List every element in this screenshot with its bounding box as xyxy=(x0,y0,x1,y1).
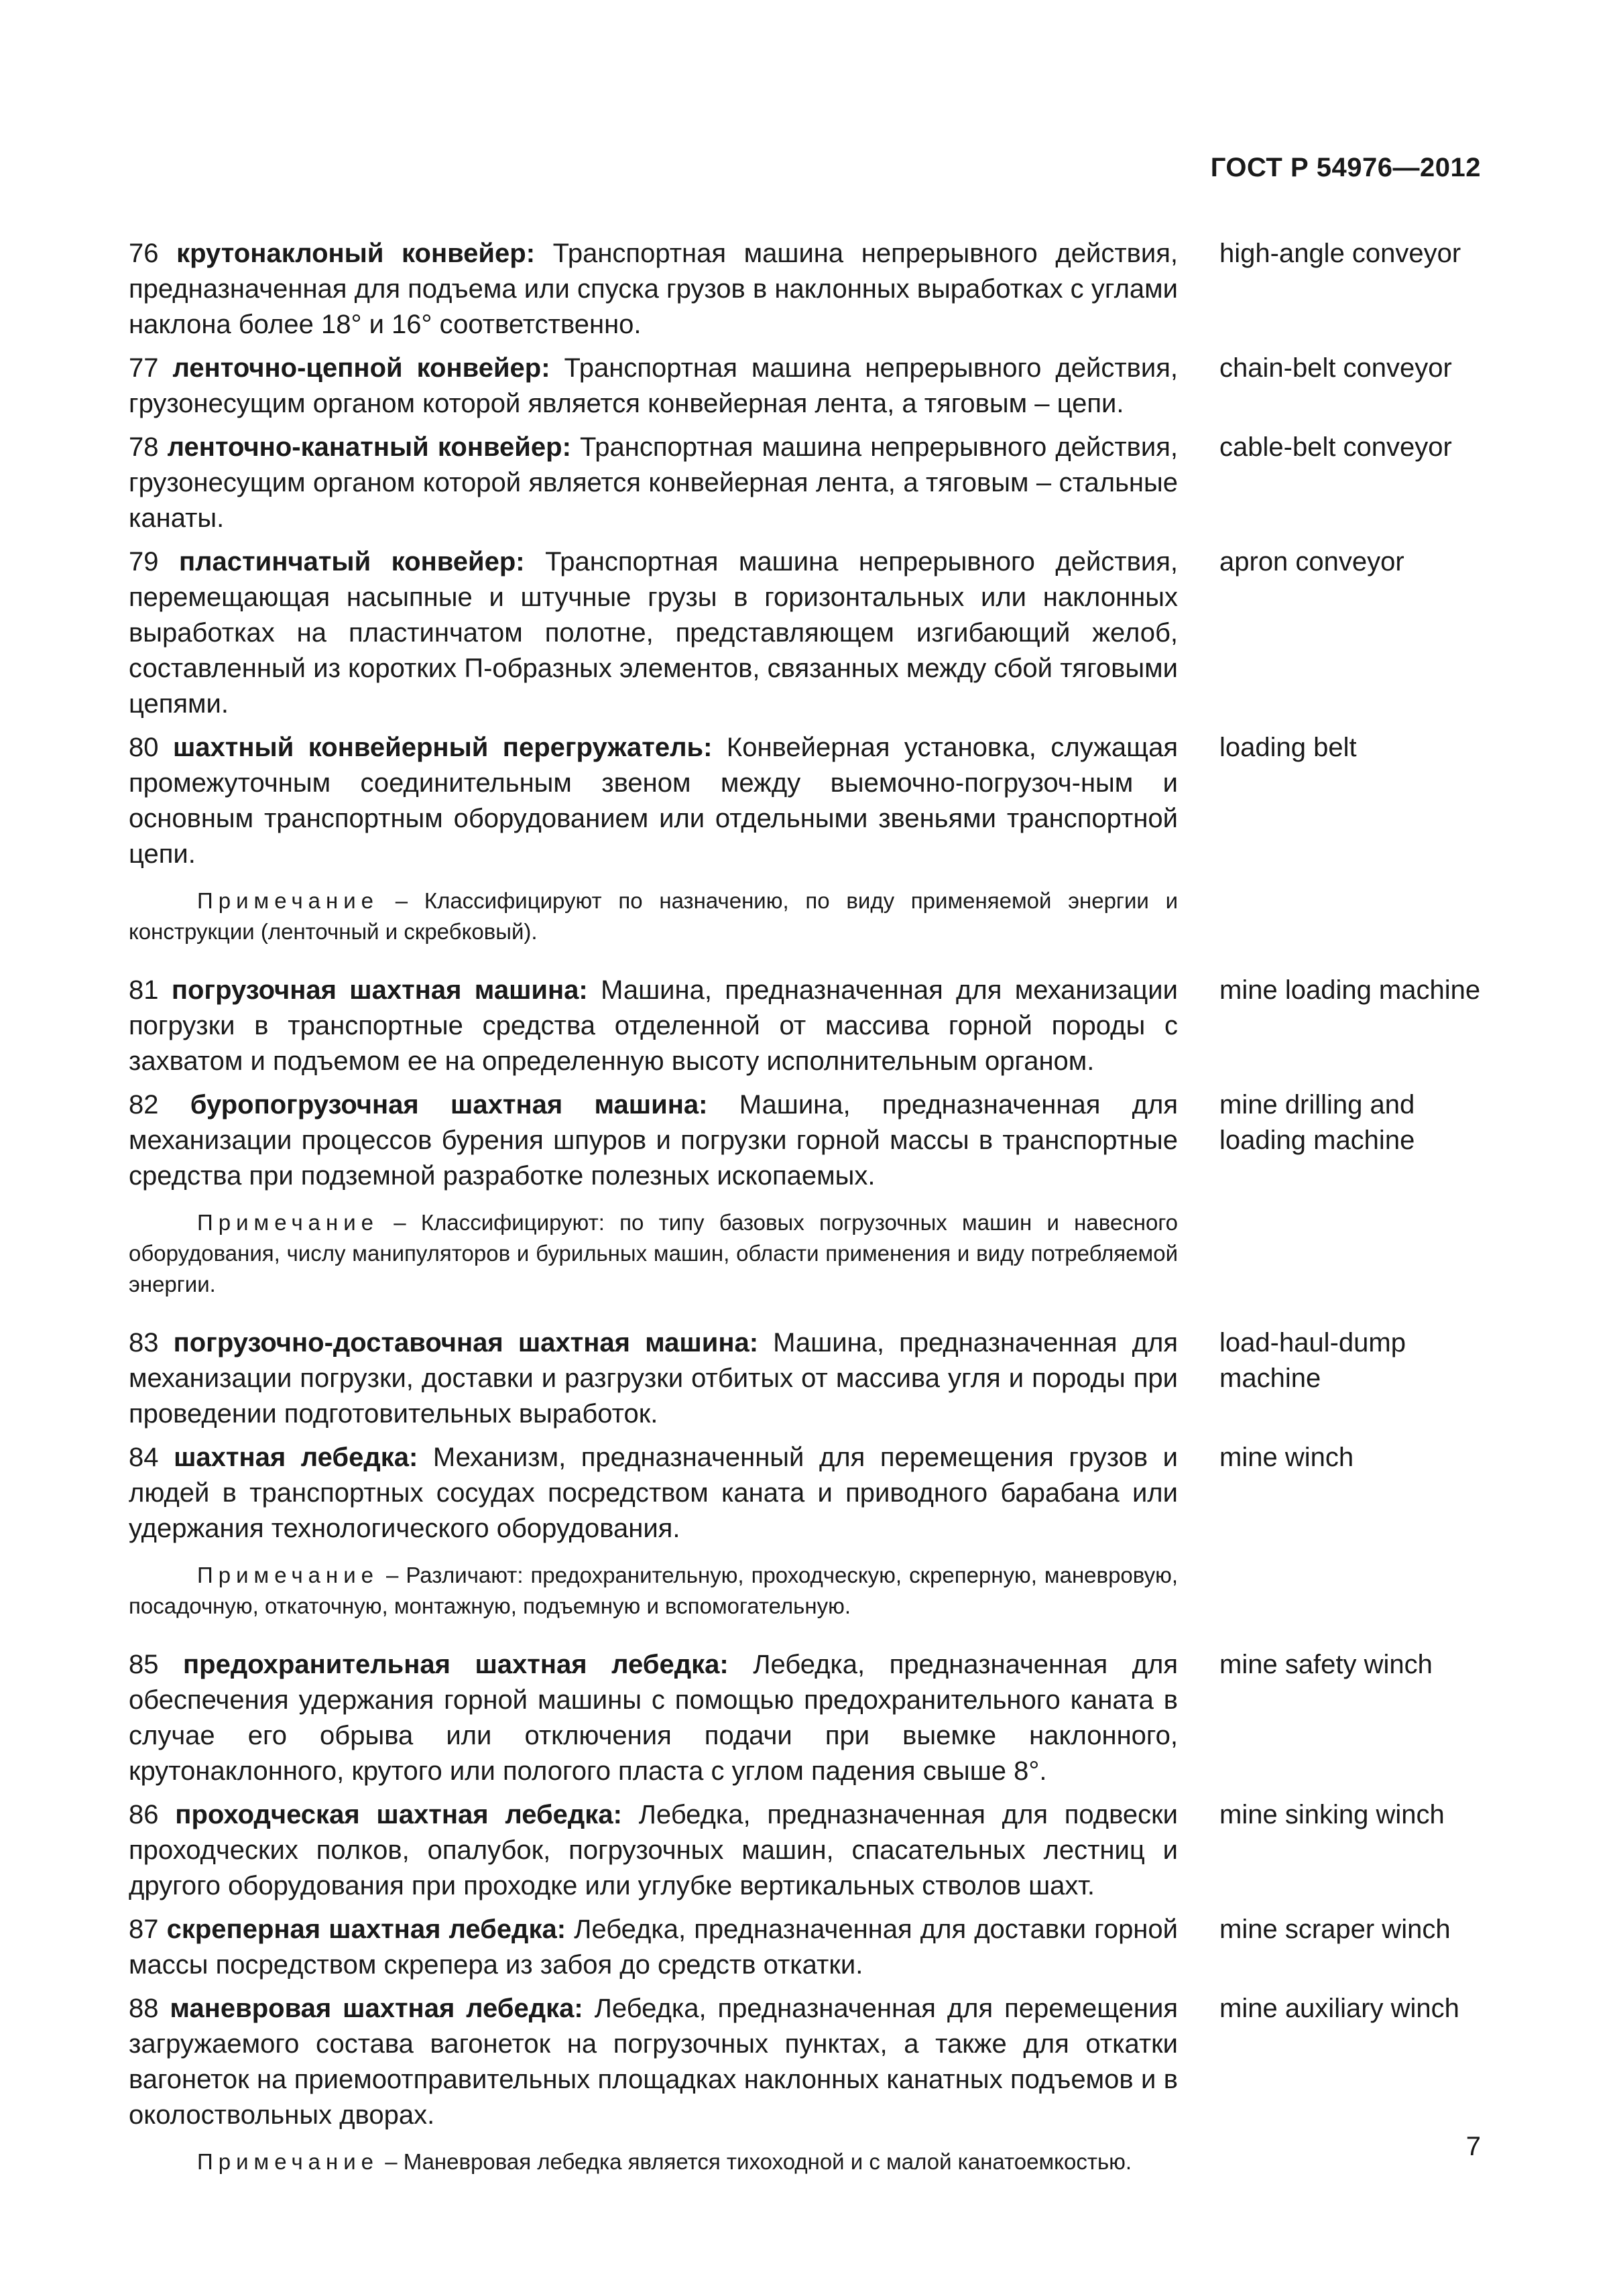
term-number: 82 xyxy=(129,1090,159,1120)
term-number: 87 xyxy=(129,1915,159,1944)
term-definition: Транспортная машина непрерывного действия, предназначенная для подъема или спуска грузов в наклонных выработках с углами наклона более 18° и 16° соответственно. xyxy=(129,239,1179,339)
term-name: пластинчатый конвейер: xyxy=(178,547,525,577)
english-equivalent: mine scraper winch xyxy=(1219,1915,1451,1944)
term-name: ленточно-канатный конвейер: xyxy=(167,432,571,462)
term-name: маневровая шахтная лебедка: xyxy=(170,1994,583,2023)
term-text xyxy=(129,1647,1178,1789)
note-text: – Различают: предохранительную, проходческую, скреперную, маневровую, посадочную, откаточную, монтажную, подъемную и вспомогательную. xyxy=(129,1563,1179,1618)
term-entry xyxy=(129,1991,1490,2141)
note-label: Примечание xyxy=(197,888,379,913)
term-definition: Транспортная машина непрерывного действия, грузонесущим органом которой является конвейерная лента, а тяговым – цепи. xyxy=(129,353,1178,418)
term-entry xyxy=(129,1325,1490,1440)
english-equivalent: loading belt xyxy=(1219,733,1357,762)
term-definition: Лебедка, предназначенная для подвески проходческих полков, опалубок, погрузочных машин, спасательных лестниц и другого оборудования при проходке или углубке вертикальных стволов шахт. xyxy=(129,1800,1178,1900)
english-equivalent: high-angle conveyor xyxy=(1219,239,1461,268)
term-entry xyxy=(129,1912,1490,1991)
note-label: Примечание xyxy=(197,1210,379,1235)
term-definition: Машина, предназначенная для механизации процессов бурения шпуров и погрузки горной массы в транспортные средства при подземной разработке полезных ископаемых. xyxy=(129,1090,1179,1191)
term-text xyxy=(129,1912,1178,1983)
term-definition: Транспортная машина непрерывного действия, грузонесущим органом которой является конвейерная лента, а тяговым – стальные канаты. xyxy=(129,432,1178,533)
note xyxy=(129,886,1178,947)
term-text xyxy=(129,544,1178,722)
term-text xyxy=(129,973,1178,1079)
term-entry xyxy=(129,430,1490,544)
term-entry xyxy=(129,1797,1490,1912)
term-definition: Машина, предназначенная для механизации погрузки, доставки и разгрузки отбитых от массива угля и породы при проведении подготовительных выработок. xyxy=(129,1328,1178,1429)
note xyxy=(129,1560,1178,1622)
term-number: 77 xyxy=(129,353,159,383)
term-name: проходческая шахтная лебедка: xyxy=(175,1800,622,1829)
term-name: крутонаклоный конвейер: xyxy=(176,239,536,268)
term-name: буропогрузочная шахтная машина: xyxy=(190,1090,708,1120)
term-text xyxy=(129,351,1178,422)
english-equivalent: mine auxiliary winch xyxy=(1219,1994,1459,2023)
term-number: 80 xyxy=(129,733,159,762)
english-equivalent: load-haul-dump machine xyxy=(1219,1328,1406,1393)
note-text: – Классифицируют: по типу базовых погрузочных машин и навесного оборудования, числу манипуляторов и бурильных машин, области применения и виду потребляемой энергии. xyxy=(129,1210,1178,1296)
term-name: скреперная шахтная лебедка: xyxy=(166,1915,566,1944)
term-entry xyxy=(129,973,1490,1087)
note xyxy=(129,2147,1178,2177)
term-name: шахтный конвейерный перегружатель: xyxy=(172,733,713,762)
note-text: – Маневровая лебедка является тихоходной и с малой канатоемкостью. xyxy=(385,2149,1132,2174)
term-name: погрузочная шахтная машина: xyxy=(171,975,588,1005)
term-text xyxy=(129,430,1178,536)
term-entry xyxy=(129,236,1490,351)
term-text xyxy=(129,730,1178,872)
term-definition: Транспортная машина непрерывного действия, перемещающая насыпные и штучные грузы в горизонтальных или наклонных выработках на пластинчатом полотне, представляющем изгибающий желоб, составленный из коротких П-образных элементов, связанных между сбой тяговыми цепями. xyxy=(129,547,1178,719)
english-equivalent: cable-belt conveyor xyxy=(1219,432,1452,462)
term-number: 85 xyxy=(129,1650,159,1679)
english-equivalent: apron conveyor xyxy=(1219,547,1404,577)
term-text xyxy=(129,1087,1178,1194)
note-label: Примечание xyxy=(197,1563,379,1587)
english-equivalent: mine drilling and loading machine xyxy=(1219,1090,1415,1155)
term-entry xyxy=(129,1087,1490,1202)
term-entry xyxy=(129,351,1490,430)
term-text xyxy=(129,1797,1178,1904)
english-equivalent: chain-belt conveyor xyxy=(1219,353,1452,383)
term-number: 81 xyxy=(129,975,159,1005)
term-number: 84 xyxy=(129,1443,159,1472)
term-definition: Механизм, предназначенный для перемещения грузов и людей в транспортных сосудах посредством каната и приводного барабана или удержания технологического оборудования. xyxy=(129,1443,1178,1543)
term-number: 78 xyxy=(129,432,159,462)
term-entry xyxy=(129,1440,1490,1555)
term-definition: Конвейерная установка, служащая промежуточным соединительным звеном между выемочно-погрузоч-ным и основным транспортным оборудованием или отдельными звеньями транспортной цепи. xyxy=(129,733,1178,869)
terms-list xyxy=(129,236,1490,2203)
english-equivalent: mine winch xyxy=(1219,1443,1354,1472)
term-name: ленточно-цепной конвейер: xyxy=(172,353,550,383)
term-text xyxy=(129,1440,1178,1547)
term-entry xyxy=(129,730,1490,880)
english-equivalent: mine sinking winch xyxy=(1219,1800,1445,1829)
term-number: 79 xyxy=(129,547,159,577)
term-text xyxy=(129,1991,1178,2133)
note-text: – Классифицируют по назначению, по виду применяемой энергии и конструкции (ленточный и скребковый). xyxy=(129,888,1178,944)
note-label: Примечание xyxy=(197,2149,379,2174)
term-entry xyxy=(129,1647,1490,1797)
term-name: предохранительная шахтная лебедка: xyxy=(183,1650,729,1679)
term-text xyxy=(129,236,1178,343)
document-code-header: ГОСТ Р 54976—2012 xyxy=(1210,153,1481,182)
term-number: 76 xyxy=(129,239,159,268)
note xyxy=(129,1207,1178,1300)
term-number: 86 xyxy=(129,1800,159,1829)
term-definition: Лебедка, предназначенная для перемещения загружаемого состава вагонеток на погрузочных пунктах, а также для откатки вагонеток на приемоотправительных площадках наклонных канатных подъемов и в околоствольных дворах. xyxy=(129,1994,1179,2130)
english-equivalent: mine safety winch xyxy=(1219,1650,1433,1679)
term-text xyxy=(129,1325,1178,1432)
english-equivalent: mine loading machine xyxy=(1219,975,1481,1005)
term-number: 83 xyxy=(129,1328,159,1357)
term-name: шахтная лебедка: xyxy=(174,1443,418,1472)
term-definition: Лебедка, предназначенная для обеспечения удержания горной машины с помощью предохранительного каната в случае его обрыва или отключения подачи при выемке наклонного, крутонаклонного, крутого или пологого пласта с углом падения свыше 8°. xyxy=(129,1650,1178,1786)
term-definition: Лебедка, предназначенная для доставки горной массы посредством скрепера из забоя до средств откатки. xyxy=(129,1915,1178,1980)
term-definition: Машина, предназначенная для механизации погрузки в транспортные средства отделенной от массива горной породы с захватом и подъемом ее на определенную высоту исполнительным органом. xyxy=(129,975,1178,1076)
term-number: 88 xyxy=(129,1994,159,2023)
term-entry xyxy=(129,544,1490,730)
term-name: погрузочно-доставочная шахтная машина: xyxy=(173,1328,759,1357)
page-number: 7 xyxy=(1465,2132,1481,2161)
